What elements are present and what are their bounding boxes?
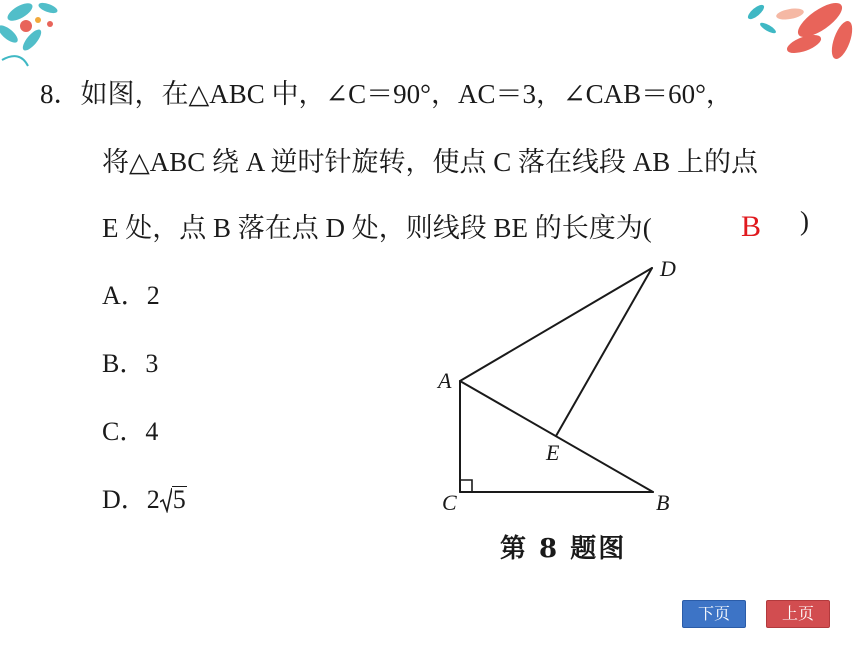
answer-letter: B [741,210,762,243]
question-line-1: 8．如图，在△ABC 中，∠C＝90°，AC＝3，∠CAB＝60°， [40,79,733,109]
option-b: B．3 [102,349,159,378]
next-page-button[interactable]: 下页 [682,600,746,628]
figure-caption: 第 8 题图 [500,534,627,564]
option-d-radicand: 5 [172,485,186,514]
triangle-figure [430,250,690,520]
segment-de [556,268,652,436]
answer-paren-close: ) [800,206,809,236]
label-e: E [546,440,560,465]
label-c: C [442,490,457,515]
option-a: A．2 [102,281,160,310]
label-a: A [438,368,452,393]
option-c: C．4 [102,417,159,446]
option-d [102,479,187,516]
sqrt-symbol [160,485,187,515]
segment-ad [460,268,652,381]
question-line-3: E 处，点 B 落在点 D 处，则线段 BE 的长度为( [102,213,652,243]
top-right-leaf-decoration [720,0,860,80]
right-angle-mark [460,480,472,492]
label-d: D [660,256,676,281]
previous-page-button[interactable]: 上页 [766,600,830,628]
question-line-2: 将△ABC 绕 A 逆时针旋转，使点 C 落在线段 AB 上的点 [102,147,759,177]
label-b: B [656,490,670,515]
option-d-prefix: D．2 [102,485,160,514]
